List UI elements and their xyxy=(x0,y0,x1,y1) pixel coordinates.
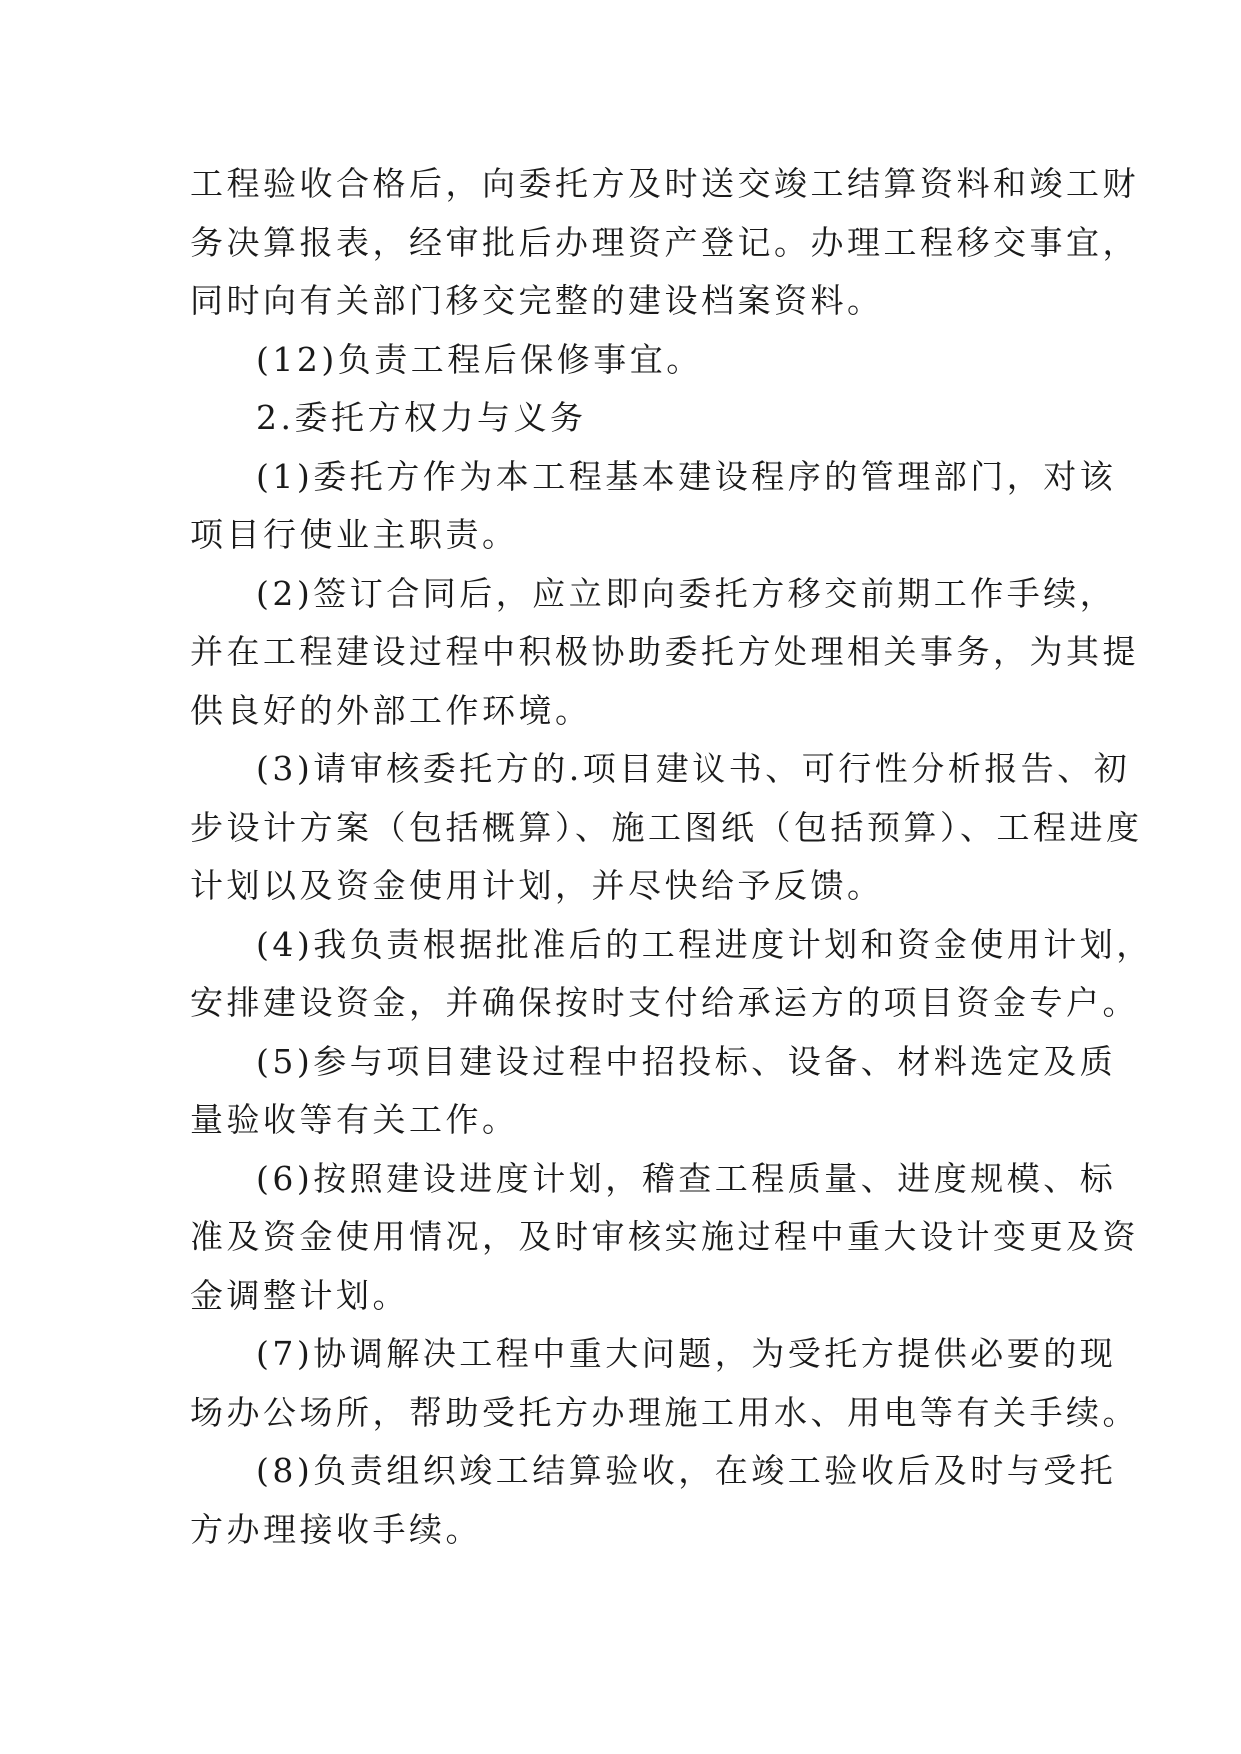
paragraph-item-2 xyxy=(190,565,1139,741)
text-line: (8)负责组织竣工结算验收，在竣工验收后及时与受托 xyxy=(256,1451,1117,1490)
text-line: 2.委托方权力与义务 xyxy=(256,398,587,437)
text-line: 工程验收合格后，向委托方及时送交竣工结算资料和竣工财 xyxy=(190,164,1139,203)
text-line: 计划以及资金使用计划，并尽快给予反馈。 xyxy=(190,866,884,905)
text-line: (4)我负责根据批准后的工程进度计划和资金使用计划， xyxy=(256,924,1153,964)
paragraph-item-4 xyxy=(190,916,1153,1033)
section-heading xyxy=(190,389,1062,448)
text-line: 场办公场所，帮助受托方办理施工用水、用电等有关手续。 xyxy=(190,1392,1139,1432)
paragraph-item-7 xyxy=(190,1325,1139,1442)
paragraph-2 xyxy=(190,331,1062,390)
paragraph-item-8 xyxy=(190,1442,1117,1559)
text-line: (12)负责工程后保修事宜。 xyxy=(256,339,703,379)
paragraph-item-1 xyxy=(190,448,1117,565)
text-line: (7)协调解决工程中重大问题，为受托方提供必要的现 xyxy=(256,1334,1117,1373)
text-line: 同时向有关部门移交完整的建设档案资料。 xyxy=(190,281,884,320)
text-line: (3)请审核委托方的.项目建议书、可行性分析报告、初 xyxy=(256,749,1131,788)
text-line: 供良好的外部工作环境。 xyxy=(190,690,592,730)
text-line: (5)参与项目建设过程中招投标、设备、材料选定及质 xyxy=(256,1041,1117,1081)
text-line: 安排建设资金，并确保按时支付给承运方的项目资金专户。 xyxy=(190,983,1139,1022)
paragraph-item-5 xyxy=(190,1033,1117,1150)
paragraph-item-3 xyxy=(190,740,1143,916)
text-line: 准及资金使用情况，及时审核实施过程中重大设计变更及资 xyxy=(190,1217,1139,1256)
text-line: 量验收等有关工作。 xyxy=(190,1100,519,1139)
text-line: (6)按照建设进度计划，稽查工程质量、进度规模、标 xyxy=(256,1158,1117,1198)
document-body xyxy=(190,155,1153,1559)
text-line: 项目行使业主职责。 xyxy=(190,515,519,554)
text-line: (1)委托方作为本工程基本建设程序的管理部门，对该 xyxy=(256,456,1117,496)
paragraph-1 xyxy=(190,155,1139,331)
text-line: 务决算报表，经审批后办理资产登记。办理工程移交事宜， xyxy=(190,222,1139,262)
text-line: 并在工程建设过程中积极协助委托方处理相关事务，为其提 xyxy=(190,632,1139,671)
paragraph-item-6 xyxy=(190,1150,1139,1326)
text-line: 步设计方案（包括概算）、施工图纸（包括预算）、工程进度 xyxy=(190,807,1143,847)
text-line: (2)签订合同后，应立即向委托方移交前期工作手续， xyxy=(256,573,1117,613)
text-line: 方办理接收手续。 xyxy=(190,1509,482,1549)
text-line: 金调整计划。 xyxy=(190,1275,409,1315)
